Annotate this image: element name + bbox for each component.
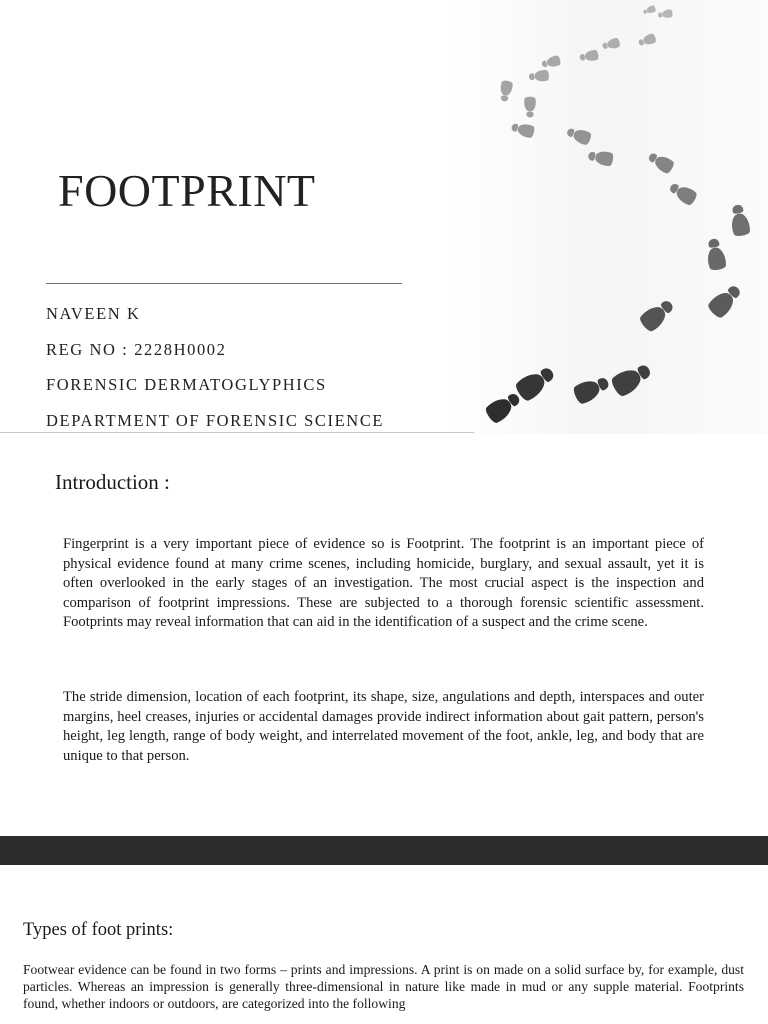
title-slide <box>0 0 768 434</box>
title-divider <box>46 283 402 284</box>
types-paragraph: Footwear evidence can be found in two forms – prints and impressions. A print is on made on a solid surface by, for example, dust particles. Whereas an impression is generally three-dimensional in nature like made in mud or any supple material. Footprints found, whether indoors or outdoors, are categorized into the following <box>23 962 744 1011</box>
footprint-mark <box>529 70 550 83</box>
footprint-mark <box>637 33 657 48</box>
footprint-mark <box>587 149 614 167</box>
footprint-mark <box>510 121 535 139</box>
footprint-mark <box>565 125 592 146</box>
introduction-paragraph-2: The stride dimension, location of each footprint, its shape, size, angulations and depth, interspaces and outer margins, heel creases, injuries or accidental damages provide indirect information about gait pattern, person's height, leg length, range of body weight, and interrelated movement of the foot, ankle, leg, and body that are unique to that person. <box>63 689 704 764</box>
footprint-mark <box>541 55 562 70</box>
footprint-mark <box>728 203 751 237</box>
footprint-mark <box>646 150 675 175</box>
footprint-mark <box>579 49 599 63</box>
introduction-heading: Introduction : <box>55 470 170 494</box>
footprint-mark <box>704 237 727 271</box>
footprint-mark <box>642 5 656 16</box>
footprint-mark <box>609 360 654 399</box>
types-heading: Types of foot prints: <box>23 920 174 940</box>
footprint-mark <box>513 362 558 403</box>
footprint-mark <box>657 9 673 20</box>
introduction-paragraph-1: Fingerprint is a very important piece of evidence so is Footprint. The footprint is an important piece of physical evidence found at many crime scenes, including homicide, burglary, and sexual assault, yet it is often overlooked in the early stages of an investigation. The most crucial aspect is the inspection and comparison of footprint impressions. These are subjected to a thorough forensic scientific assessment. Footprints may reveal information that can aid in the identification of a suspect and the crime scene. <box>63 536 704 631</box>
slide-divider <box>0 432 474 433</box>
subject-name: FORENSIC DERMATOGLYPHICS <box>46 375 327 394</box>
author-name: NAVEEN K <box>46 304 141 323</box>
section-divider-band <box>0 836 768 865</box>
footprint-mark <box>667 180 698 207</box>
footprint-mark <box>706 281 745 320</box>
footprint-mark <box>498 80 513 102</box>
registration-number: REG NO : 2228H0002 <box>46 340 227 359</box>
footprint-mark <box>638 296 678 334</box>
footprint-mark <box>601 37 620 51</box>
footprint-mark <box>483 389 523 425</box>
footprint-mark <box>572 373 612 406</box>
slide-title: FOOTPRINT <box>58 165 316 216</box>
footprint-mark <box>524 97 536 118</box>
footprints-trail-icon <box>470 0 768 432</box>
department-name: DEPARTMENT OF FORENSIC SCIENCE <box>46 411 385 430</box>
